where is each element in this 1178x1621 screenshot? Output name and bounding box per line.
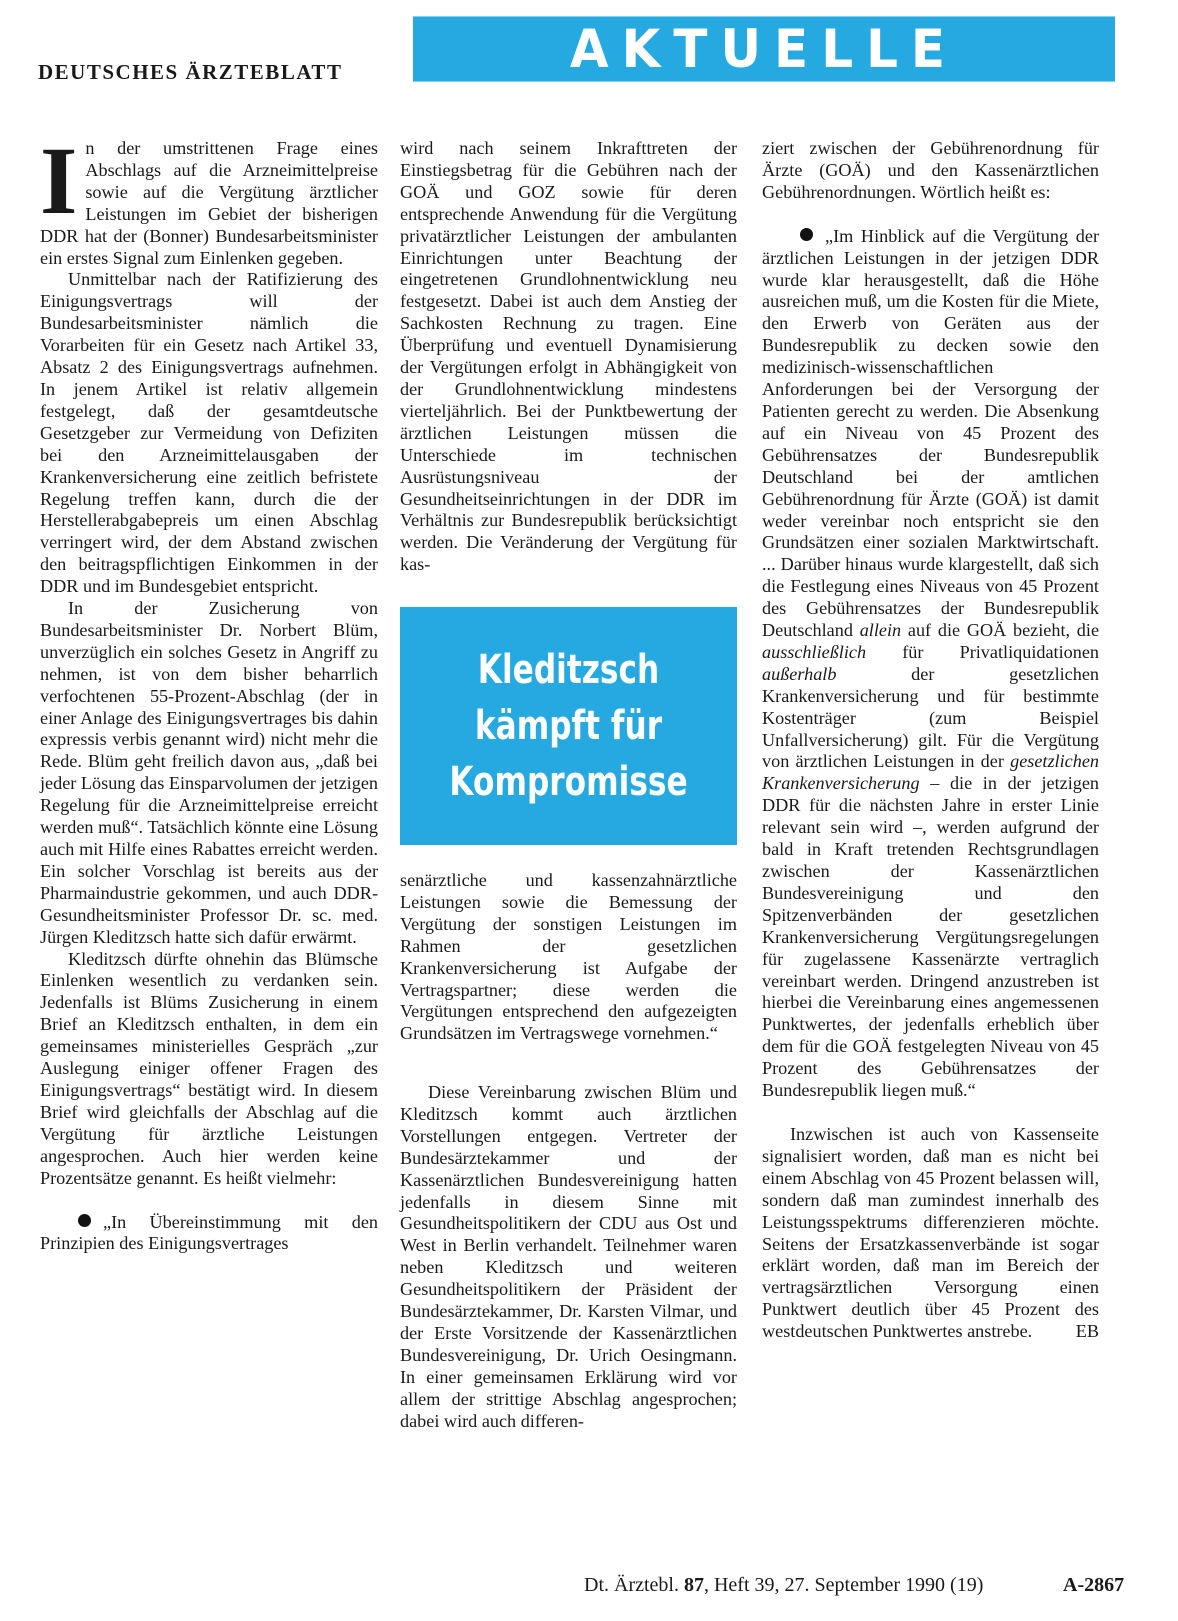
paragraph-1-text: n der umstrittenen Frage eines Abschlags auf die Arzneimittelpreise sowie auf die Vergütung ärztlicher Leistungen im Gebiet der bisherigen DDR hat der (Bonner) Bundesarbeitsminister ein erstes Signal zum Einlenken gegeben. xyxy=(40,138,378,268)
emphasis-ausserhalb: außerhalb xyxy=(762,663,837,684)
paragraph-1 xyxy=(40,127,378,269)
column-2-top xyxy=(400,138,737,576)
page-number: A-2867 xyxy=(1063,1574,1125,1596)
column-1 xyxy=(40,127,378,1255)
quote-2-text-d: der gesetzlichen Krankenversicherung und für bestimmte Kostenträger (zum Beispiel Unfallversicherung) gilt. Für die Vergütung von ärztlichen Leistungen in der xyxy=(762,663,1100,772)
issue-date: , Heft 39, 27. September 1990 (19) xyxy=(703,1574,984,1596)
column-2-bottom xyxy=(400,1082,737,1433)
paragraph-6 xyxy=(762,1124,1099,1343)
paragraph-6-text: Inzwischen ist auch von Kassenseite signalisiert worden, daß man es nicht bei einem Abschlag von 45 Prozent belassen will, sondern daß man zumindest innerhalb des Leistungsspektrums differenzieren möchte. Seitens der Ersatzkassenverbände ist sogar erklärt worden, daß man im Bereich der vertragsärztlichen Versorgung einen Punktwert deutlich über 45 Prozent des westdeutschen Punktwertes anstrebe. xyxy=(762,1123,1099,1342)
quote-2-text-b: auf die GOÄ bezieht, die xyxy=(907,620,1100,641)
emphasis-ausschliesslich: ausschließlich xyxy=(762,641,867,662)
column-2-middle xyxy=(400,870,737,1045)
emphasis-gesetzliche-kv: gesetzlichen Krankenversicherung xyxy=(762,751,1099,794)
journal-name: Dt. Ärztebl. xyxy=(584,1574,679,1596)
masthead: DEUTSCHES ÄRZTEBLATT xyxy=(38,60,343,84)
author-signature: EB xyxy=(1075,1321,1099,1342)
quote-1-continued: wird nach seinem Inkrafttreten der Einstiegsbetrag für die Gebühren nach der GOÄ und GOZ sowie für deren entsprechende Anwendung für die Vergütung privatärztlicher Leistungen der ambulanten Einrichtungen unter Beachtung der eingetretenen Grundlohnentwicklung neu festgesetzt. Dabei ist auch dem Anstieg der Sachkosten Rechnung zu tragen. Eine Überprüfung und eventuell Dynamisierung der Vergütungen erfolgt in Abhängigkeit von der Grundlohnentwicklung mindestens vierteljährlich. Bei der Punktbewertung der ärztlichen Leistungen müssen die Unterschiede im technischen Ausrüstungsniveau der Gesundheitseinrichtungen in der DDR im Verhältnis zur Bundesrepublik berücksichtigt werden. Die Veränderung der Vergütung für kas- xyxy=(400,138,737,575)
footer-citation xyxy=(584,1574,983,1597)
emphasis-allein: allein xyxy=(859,620,902,641)
quote-1-start xyxy=(40,1212,378,1256)
quote-2-text-a: „Im Hinblick auf die Vergütung der ärztlichen Leistungen in der jetzigen DDR wurde klar herausgestellt, daß die Höhe ausreichen muß, um die Kosten für die Miete, den Erwerb von Geräten aus der Bundesrepublik zu decken sowie den medizinisch-wissenschaftlichen Anforderungen bei der Versorgung der Patienten gerecht zu werden. Die Absenkung auf ein Niveau von 45 Prozent des Gebührensatzes der Bundesrepublik Deutschland bei der amtlichen Gebührenordnung für Ärzte (GOÄ) ist damit weder vereinbar noch entspricht sie den Grundsätzen einer sozialen Marktwirtschaft. ... Darüber hinaus wurde klargestellt, daß sich die Festlegung eines Niveaus von 45 Prozent des Gebührensatzes der Bundesrepublik Deutschland xyxy=(762,225,1099,641)
quote-1-end: senärztliche und kassenzahnärztliche Leistungen sowie die Bemessung der Vergütung der sonstigen Leistungen im Rahmen der gesetzlichen Krankenversicherung ist Aufgabe der Vertragspartner; diese werden die Vergütungen entsprechend den aufgezeigten Grundsätzen im Vertragswege vornehmen.“ xyxy=(400,870,737,1044)
paragraph-5-end: ziert zwischen der Gebührenordnung für Ärzte (GOÄ) und den Kassenärztlichen Gebührenordnungen. Wörtlich heißt es: xyxy=(762,138,1099,202)
quote-2-text-e: – die in der jetzigen DDR für die nächsten Jahre in erster Linie relevant sein wird –, werden aufgrund der bald in Kraft tretenden Rechtsgrundlagen zwischen der Kassenärztlichen Bundesvereinigung und den Spitzenverbänden der gesetzlichen Krankenversicherung Vergütungsregelungen für zugelassene Kassenärzte vertraglich vereinbart werden. Dringend anzustreben ist hierbei die Vereinbarung eines angemessenen Punktwertes, der jedenfalls erheblich über dem für die GOÄ festgelegten Niveau von 45 Prozent des Gebührensatzes der Bundesrepublik liegen muß.“ xyxy=(762,773,1100,1101)
volume: 87 xyxy=(683,1574,704,1596)
column-3 xyxy=(762,138,1099,1343)
quote-2 xyxy=(762,226,1099,1102)
headline-box xyxy=(400,607,737,845)
paragraph-5: Diese Vereinbarung zwischen Blüm und Kleditzsch kommt auch ärztlichen Vorstellungen entgegen. Vertreter der Bundesärztekammer und der Kassenärztlichen Bundesvereinigung hatten jedenfalls in diesem Sinne mit Gesundheitspolitikern der CDU aus Ost und West in Berlin verhandelt. Teilnehmer waren neben Kleditzsch und weiteren Gesundheitspolitikern der Präsident der Bundesärztekammer, Dr. Karsten Vilmar, und der Erste Vorsitzende der Kassenärztlichen Bundesvereinigung, Dr. Urich Oesingmann. In einer gemeinsamen Erklärung wird vor allem der strittige Abschlag angesprochen; dabei wird auch differen- xyxy=(400,1082,737,1431)
drop-cap: I xyxy=(40,127,78,234)
quote-2-text-c: für Privatliquidationen xyxy=(902,641,1099,662)
paragraph-3: In der Zusicherung von Bundesarbeitsminister Dr. Norbert Blüm, unverzüglich ein solches Gesetz in Angriff zu nehmen, ist von dem bisher beharrlich verfochtenen 55-Prozent-Abschlag (der in einer Anlage des Einigungsvertrages bis dahin expressis verbis genannt wird) nicht mehr die Rede. Blüm geht freilich davon aus, „daß bei jeder Lösung das Einsparvolumen der jetzigen Regelung für die Arzneimittelpreise erreicht werden muß“. Tatsächlich könnte eine Lösung auch mit Hilfe eines Rabattes erreicht werden. Ein solcher Vorschlag ist bereits aus der Pharmaindustrie gekommen, und auch DDR-Gesundheitsminister Professor Dr. sc. med. Jürgen Kleditzsch hatte sich dafür erwärmt. xyxy=(40,598,378,947)
paragraph-4: Kleditzsch dürfte ohnehin das Blümsche Einlenken wesentlich zu verdanken sein. Jedenfalls ist Blüms Zusicherung in einem Brief an Kleditzsch enthalten, in dem ein gemeinsames ministerielles Gespräch „zur Auslegung einiger offener Fragen des Einigungsvertrags“ bestätigt wird. In diesem Brief wird gleichfalls der Abschlag auf die Vergütung für ärztliche Leistungen angesprochen. Auch hier werden keine Prozentsätze genannt. Es heißt vielmehr: xyxy=(40,948,378,1188)
section-banner: AKTUELLE POLITIK xyxy=(413,16,1115,81)
quote-1-text: „In Übereinstimmung mit den Prinzipien des Einigungsvertrages xyxy=(40,1211,378,1254)
headline: Kleditzsch kämpft für Kompromisse xyxy=(449,647,688,805)
bullet-icon xyxy=(800,228,813,241)
paragraph-2: Unmittelbar nach der Ratifizierung des Einigungsvertrags will der Bundesarbeitsminister nämlich die Vorarbeiten für ein Gesetz nach Artikel 33, Absatz 2 des Einigungsvertrags aufnehmen. In jenem Artikel ist relativ allgemein festgelegt, daß der gesamtdeutsche Gesetzgeber zur Vermeidung von Defiziten bei den Arzneimittelausgaben der Krankenversicherung eine zeitlich befristete Regelung treffen kann, durch die der Herstellerabgabepreis um einen Abschlag verringert wird, der dem Abstand zwischen den beitragspflichtigen Einkommen in der DDR und im Bundesgebiet entspricht. xyxy=(40,269,378,597)
bullet-icon xyxy=(78,1214,91,1227)
